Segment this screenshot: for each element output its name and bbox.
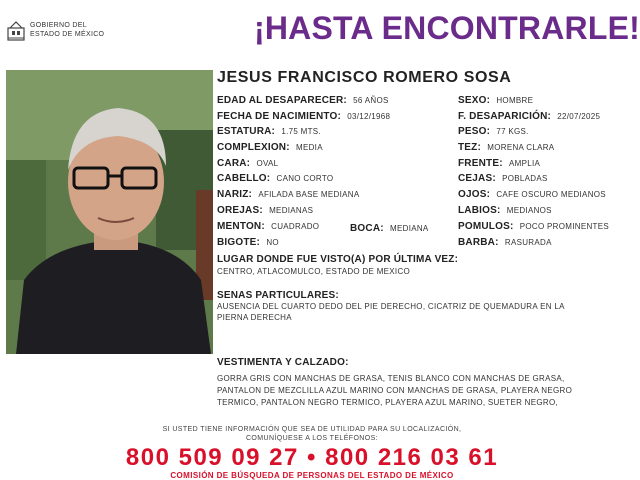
field-menton (217, 221, 319, 232)
field-value: MEDIANAS (269, 206, 314, 215)
field-nariz (217, 189, 359, 200)
field-label: NARIZ: (217, 189, 253, 200)
field-f-desaparicion (458, 111, 600, 122)
field-sexo (458, 95, 533, 106)
field-cejas (458, 173, 548, 184)
field-value: OVAL (256, 159, 279, 168)
field-edad (217, 95, 389, 106)
person-name: JESUS FRANCISCO ROMERO SOSA (217, 69, 512, 86)
field-value: CAFE OSCURO MEDIANOS (496, 190, 606, 199)
field-label: ESTATURA: (217, 126, 276, 137)
field-value: AMPLIA (508, 159, 541, 168)
field-estatura (217, 126, 321, 137)
field-value: 03/12/1968 (347, 112, 391, 121)
clothing-label: VESTIMENTA Y CALZADO: (217, 357, 349, 368)
particular-signs-line2: PIERNA DERECHA (217, 313, 292, 322)
field-value: 22/07/2025 (557, 112, 601, 121)
field-pomulos (458, 221, 609, 232)
field-label: MENTON: (217, 221, 265, 232)
field-label: EDAD AL DESAPARECER: (217, 95, 347, 106)
field-value: RASURADA (504, 238, 552, 247)
field-value: MEDIANA (390, 224, 429, 233)
field-value: MEDIANOS (506, 206, 552, 215)
field-label: PESO: (458, 126, 491, 137)
field-label: FECHA DE NACIMIENTO: (217, 111, 341, 122)
field-label: OJOS: (458, 189, 491, 200)
field-label: BIGOTE: (217, 237, 261, 248)
particular-signs-label: SENAS PARTICULARES: (217, 290, 339, 301)
field-label: SEXO: (458, 95, 491, 106)
field-boca (350, 223, 429, 234)
particular-signs-line1: AUSENCIA DEL CUARTO DEDO DEL PIE DERECHO, CICATRIZ DE QUEMADURA EN LA (217, 302, 565, 311)
field-label: FRENTE: (458, 158, 503, 169)
contact-notice-line2: COMUNÍQUESE A LOS TELÉFONOS: (245, 435, 379, 442)
headline: ¡HASTA ENCONTRARLE! (254, 10, 640, 46)
clothing-line3: TERMICO, PANTALON NEGRO TERMICO, PLAYERA AZUL MARINO, SUETER NEGRO, (217, 398, 559, 407)
field-label: BOCA: (350, 223, 384, 234)
field-fecha-nacimiento (217, 111, 390, 122)
clothing-line1: GORRA GRIS CON MANCHAS DE GRASA, TENIS BLANCO CON MANCHAS DE GRASA, (217, 374, 565, 383)
field-orejas (217, 205, 313, 216)
field-label: LABIOS: (458, 205, 501, 216)
field-complexion (217, 142, 323, 153)
last-seen-value: CENTRO, ATLACOMULCO, ESTADO DE MEXICO (217, 267, 411, 276)
field-label: CEJAS: (458, 173, 496, 184)
field-label: OREJAS: (217, 205, 263, 216)
field-cara (217, 158, 278, 169)
contact-notice-line1: SI USTED TIENE INFORMACIÓN QUE SEA DE UTILIDAD PARA SU LOCALIZACIÓN, (162, 426, 462, 433)
gov-line2: ESTADO DE MÉXICO (30, 31, 105, 38)
field-labios (458, 205, 552, 216)
field-bigote (217, 237, 279, 248)
field-label: POMULOS: (458, 221, 514, 232)
field-value: 56 AÑOS (353, 96, 389, 105)
phone-numbers: 800 509 09 27 • 800 216 03 61 (125, 444, 499, 471)
field-label: COMPLEXION: (217, 142, 290, 153)
state-seal-icon (6, 20, 26, 42)
field-cabello (217, 173, 333, 184)
field-value: AFILADA BASE MEDIANA (258, 190, 360, 199)
person-photo (6, 70, 213, 354)
field-label: TEZ: (458, 142, 482, 153)
field-value: POBLADAS (502, 174, 548, 183)
field-label: CARA: (217, 158, 251, 169)
field-ojos (458, 189, 606, 200)
field-tez (458, 142, 554, 153)
clothing-line2: PANTALON DE MEZCLILLA AZUL MARINO CON MANCHAS DE GRASA, PLAYERA NEGRO (217, 386, 573, 395)
field-value: POCO PROMINENTES (519, 222, 609, 231)
field-barba (458, 237, 552, 248)
field-value: MEDIA (296, 143, 323, 152)
government-logo (6, 20, 116, 46)
field-label: CABELLO: (217, 173, 271, 184)
field-frente (458, 158, 540, 169)
gov-line1: GOBIERNO DEL (30, 22, 87, 29)
field-value: NO (266, 238, 279, 247)
field-value: CUADRADO (271, 222, 320, 231)
field-value: CANO CORTO (276, 174, 334, 183)
field-label: F. DESAPARICIÓN: (458, 111, 552, 122)
field-label: BARBA: (458, 237, 499, 248)
field-value: MORENA CLARA (487, 143, 555, 152)
field-value: 77 KGS. (496, 127, 529, 136)
commission-name: COMISIÓN DE BÚSQUEDA DE PERSONAS DEL ESTADO DE MÉXICO (170, 471, 454, 480)
last-seen-label: LUGAR DONDE FUE VISTO(A) POR ÚLTIMA VEZ: (217, 254, 459, 265)
field-value: 1.75 MTS. (281, 127, 321, 136)
field-value: HOMBRE (496, 96, 534, 105)
field-peso (458, 126, 529, 137)
